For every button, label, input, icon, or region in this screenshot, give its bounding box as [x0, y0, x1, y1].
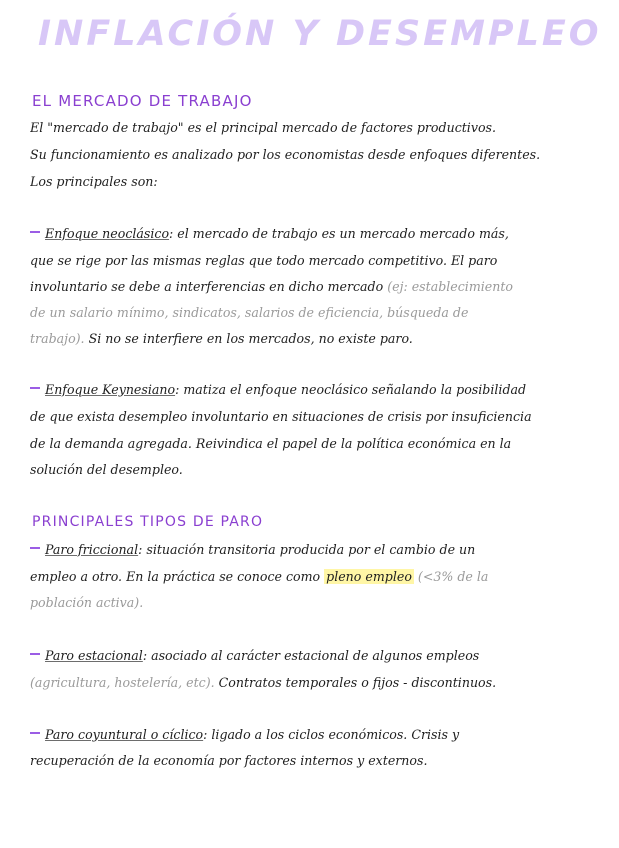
intro-line-1: El "mercado de trabajo" es el principal mercado de factores productivos.: [30, 120, 496, 135]
neoclasico-line-5: trabajo). Si no se interfiere en los mercados, no existe paro.: [30, 331, 413, 346]
term-estacional: Paro estacional: [45, 648, 143, 663]
section-heading-mercado: EL MERCADO DE TRABAJO: [32, 92, 253, 110]
estacional-line-1: Paro estacional: asociado al carácter estacional de algunos empleos: [30, 648, 602, 664]
intro-line-2: Su funcionamiento es analizado por los economistas desde enfoques diferentes.: [30, 147, 541, 162]
keynesiano-line-1: Enfoque Keynesiano: matiza el enfoque neoclásico señalando la posibilidad: [30, 382, 602, 398]
friccional-line-1: Paro friccional: situación transitoria producida por el cambio de un: [30, 542, 602, 558]
bullet-dash-icon: [30, 732, 40, 734]
keynesiano-line-2: de que exista desempleo involuntario en situaciones de crisis por insuficiencia: [30, 409, 532, 424]
highlight-pleno-empleo: pleno empleo: [326, 569, 412, 584]
estacional-line-2: (agricultura, hostelería, etc). Contratos temporales o fijos - discontinuos.: [30, 675, 497, 690]
bullet-dash-icon: [30, 547, 40, 549]
term-coyuntural: Paro coyuntural o cíclico: [45, 727, 204, 742]
section-heading-tipos-paro: PRINCIPALES TIPOS DE PARO: [32, 514, 264, 530]
keynesiano-line-4: solución del desempleo.: [30, 462, 183, 477]
keynesiano-line-3: de la demanda agregada. Reivindica el papel de la política económica en la: [30, 436, 512, 451]
friccional-line-2: empleo a otro. En la práctica se conoce como pleno empleo (<3% de la: [30, 569, 489, 584]
term-neoclasico: Enfoque neoclásico: [45, 226, 170, 241]
bullet-dash-icon: [30, 387, 40, 389]
bullet-dash-icon: [30, 653, 40, 655]
intro-line-3: Los principales son:: [30, 174, 158, 189]
coyuntural-line-1: Paro coyuntural o cíclico: ligado a los ciclos económicos. Crisis y: [30, 727, 602, 743]
neoclasico-line-4: de un salario mínimo, sindicatos, salarios de eficiencia, búsqueda de: [30, 305, 469, 320]
page-title: INFLACIÓN Y DESEMPLEO: [38, 14, 602, 54]
bullet-dash-icon: [30, 231, 40, 233]
term-keynesiano: Enfoque Keynesiano: [45, 382, 176, 397]
coyuntural-line-2: recuperación de la economía por factores internos y externos.: [30, 753, 428, 768]
neoclasico-line-3: involuntario se debe a interferencias en dicho mercado (ej: establecimiento: [30, 279, 514, 294]
friccional-line-3: población activa).: [30, 595, 144, 610]
neoclasico-line-1: Enfoque neoclásico: el mercado de trabajo es un mercado mercado más,: [30, 226, 602, 242]
neoclasico-line-2: que se rige por las mismas reglas que todo mercado competitivo. El paro: [30, 253, 498, 268]
term-friccional: Paro friccional: [45, 542, 139, 557]
